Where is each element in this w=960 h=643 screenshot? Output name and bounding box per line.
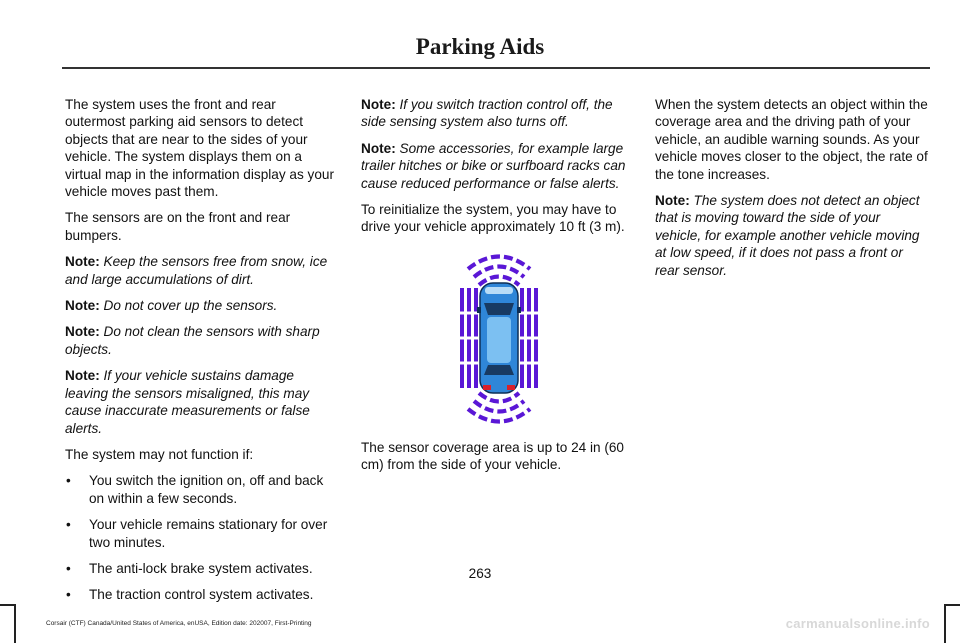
reinitialize-paragraph: To reinitialize the system, you may have to drive your vehicle approximately 10 ft (3 m). (361, 202, 625, 235)
list-item: • You switch the ignition on, off and back on within a few seconds. (66, 473, 324, 506)
note-traction-control (361, 96, 635, 131)
bullet-icon: • (66, 587, 71, 603)
note-text: The system does not detect an object that is moving toward the side of your vehicle, for example another vehicle moving at low speed, if it does not pass a front or rear sensor. (655, 193, 920, 278)
intro-paragraph: The system uses the front and rear outermost parking aid sensors to detect objects that are near to the sides of your vehicle. The system displays them on a virtual map in the information display as your vehicle moves past them. (65, 97, 334, 200)
parking-sensor-illustration (452, 241, 546, 437)
note-label: Note: (65, 254, 100, 270)
car-top-view-icon (477, 283, 521, 393)
note-label: Note: (361, 140, 396, 156)
note-do-not-cover (65, 297, 339, 314)
sensor-location-paragraph: The sensors are on the front and rear bumpers. (65, 210, 291, 243)
note-accessories (361, 140, 635, 192)
warning-paragraph: When the system detects an object within the coverage area and the driving path of your vehicle, an audible warning sounds. As your vehicle moves closer to the object, the rate of the tone increases. (655, 97, 928, 182)
note-snow-ice (65, 253, 339, 288)
column-3 (655, 96, 929, 288)
crop-mark (0, 604, 16, 606)
list-intro: The system may not function if: (65, 446, 254, 462)
conditions-list (65, 472, 339, 603)
rear-sensor-arcs-icon (468, 393, 530, 422)
note-label: Note: (361, 97, 396, 112)
bullet-icon: • (66, 473, 71, 489)
note-text: Keep the sensors free from snow, ice and large accumulations of dirt. (65, 254, 328, 287)
list-item: • Your vehicle remains stationary for over two minutes. (66, 517, 328, 550)
bullet-icon: • (66, 560, 71, 576)
note-moving-object (655, 192, 929, 279)
note-text: Do not clean the sensors with sharp objects. (65, 324, 320, 357)
note-label: Note: (65, 368, 100, 384)
note-label: Note: (655, 193, 690, 209)
note-damage (65, 367, 339, 437)
crop-mark (944, 604, 946, 643)
page-title: Parking Aids (415, 34, 545, 59)
front-sensor-arcs-icon (468, 257, 530, 286)
note-text: If you switch traction control off, the side sensing system also turns off. (361, 97, 613, 130)
note-text: If your vehicle sustains damage leaving the sensors misaligned, this may cause inaccurate measurements or false alerts. (65, 368, 310, 436)
note-label: Note: (65, 298, 100, 314)
note-text: Do not cover up the sensors. (103, 298, 278, 314)
list-item: • The traction control system activates. (66, 587, 314, 603)
watermark-logo: carmanualsonline.info (785, 616, 930, 631)
column-1 (65, 96, 339, 613)
crop-mark (14, 604, 16, 643)
crop-mark (944, 604, 960, 606)
note-text: Some accessories, for example large trailer hitches or bike or surfboard racks can cause reduced performance or false alerts. (361, 140, 626, 191)
footer-edition-text: Corsair (CTF) Canada/United States of America, enUSA, Edition date: 202007, First-Printing (46, 620, 312, 627)
bullet-icon: • (66, 517, 71, 533)
note-sharp-objects (65, 323, 339, 358)
note-label: Note: (65, 324, 100, 340)
coverage-paragraph: The sensor coverage area is up to 24 in (60 cm) from the side of your vehicle. (361, 439, 624, 473)
page-number: 263 (468, 566, 492, 581)
list-item: • The anti-lock brake system activates. (66, 560, 313, 576)
header-divider (62, 67, 930, 69)
